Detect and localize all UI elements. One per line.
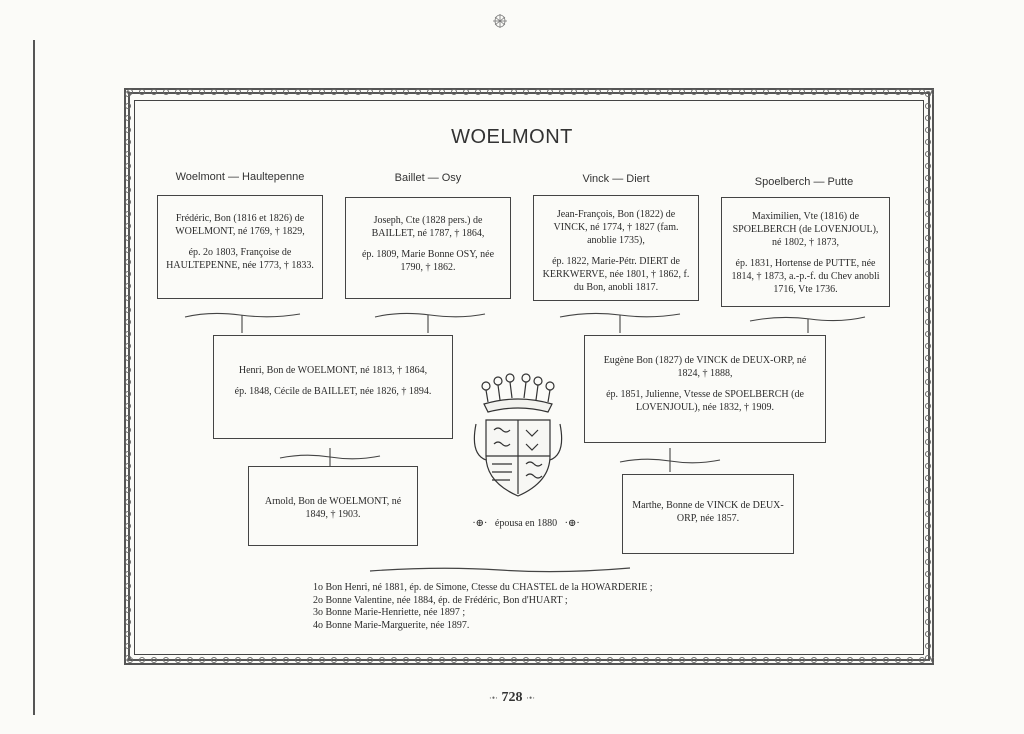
box-line: Joseph, Cte (1828 pers.) de BAILLET, né 1787, † 1864, [371, 215, 485, 239]
box-line: Frédéric, Bon (1816 et 1826) de WOELMONT, né 1769, † 1829, [175, 213, 305, 237]
child-entry: 4o Bonne Marie-Marguerite, née 1897. [313, 619, 470, 631]
box-line: Eugène Bon (1827) de VINCK de DEUX-ORP, né 1824, † 1888, [603, 355, 807, 379]
box-line: Arnold, Bon de WOELMONT, né 1849, † 1903. [264, 496, 402, 520]
box-line: Marthe, Bonne de VINCK de DEUX-ORP, née 1857. [632, 500, 784, 524]
marriage-text: épousa en 1880 [494, 518, 558, 529]
ornament-right-icon: ·⊕· [564, 518, 580, 529]
lineage-heading-baillet: Baillet — Osy [394, 172, 462, 184]
children-list [313, 582, 753, 632]
connector-lines [150, 305, 890, 335]
page-ornament-left-icon: ·•· [488, 693, 498, 703]
box-line: ép. 2o 1803, Françoise de HAULTEPENNE, née 1773, † 1833. [166, 247, 314, 271]
lineage-box-baillet [345, 197, 511, 299]
child-entry: 1o Bon Henri, né 1881, ép. de Simone, Ctesse du CHASTEL de la HOWARDERIE ; [313, 582, 653, 593]
coat-of-arms-icon [468, 364, 568, 504]
page-ornament-right-icon: ·•· [526, 693, 536, 703]
child-entry: 2o Bonne Valentine, née 1884, ép. de Frédéric, Bon d'HUART ; [313, 594, 568, 606]
box-line: ép. 1831, Hortense de PUTTE, née 1814, † 1873, a.-p.-f. du Chev anobli 1716, Vte 1736. [731, 258, 880, 295]
box-line: Jean-François, Bon (1822) de VINCK, né 1774, † 1827 (fam. anoblie 1735), [553, 209, 679, 246]
lineage-heading-vinck: Vinck — Diert [582, 173, 650, 185]
top-ornament-icon [490, 12, 510, 30]
person-box-arnold [248, 466, 418, 546]
ornament-left-icon: ·⊕· [472, 518, 488, 529]
swash-left-b [375, 313, 485, 317]
box-line: ép. 1809, Marie Bonne OSY, née 1790, † 1862. [361, 249, 495, 273]
lineage-box-woelmont [157, 195, 323, 299]
lineage-heading-woelmont: Woelmont — Haultepenne [175, 171, 305, 183]
couple-box-vinck-spoelberch [584, 335, 826, 443]
child-entry: 3o Bonne Marie-Henriette, née 1897 ; [313, 607, 466, 618]
lineage-heading-spoelberch: Spoelberch — Putte [754, 176, 854, 188]
lineage-box-vinck [533, 195, 699, 301]
box-line: ép. 1822, Marie-Pétr. DIERT de KERKWERVE, née 1801, † 1862, f. du Bon, anobli 1817. [542, 256, 690, 293]
page-title: WOELMONT [451, 126, 573, 148]
children-swash [360, 562, 640, 578]
page-number-value: 728 [501, 690, 523, 705]
box-line: Maximilien, Vte (1816) de SPOELBERCH (de LOVENJOUL), né 1802, † 1873, [732, 211, 879, 248]
page-number [0, 690, 1024, 706]
box-line: ép. 1851, Julienne, Vtesse de SPOELBERCH (de LOVENJOUL), née 1832, † 1909. [606, 389, 804, 413]
lineage-box-spoelberch [721, 197, 890, 307]
marriage-note [446, 518, 606, 529]
box-line: Henri, Bon de WOELMONT, né 1813, † 1864, [238, 365, 428, 376]
box-line: ép. 1848, Cécile de BAILLET, née 1826, † 1894. [234, 386, 432, 397]
person-box-marthe [622, 474, 794, 554]
couple-box-woelmont-baillet [213, 335, 453, 439]
